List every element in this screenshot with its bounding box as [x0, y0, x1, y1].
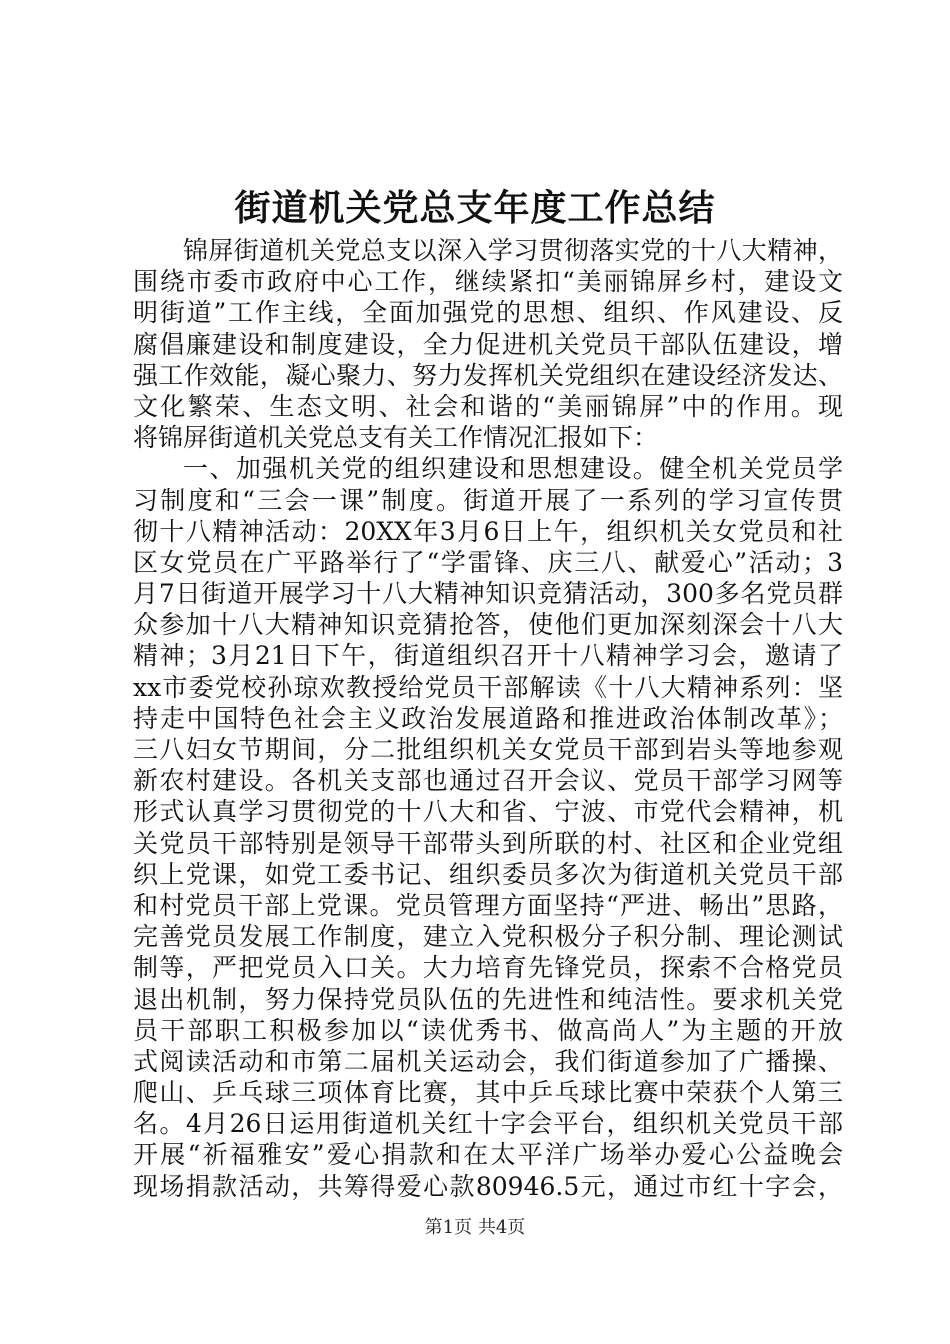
text-line: 新农村建设。各机关支部也通过召开会议、党员干部学习网等	[133, 766, 843, 796]
text-line: 习制度和“三会一课”制度。街道开展了一系列的学习宣传贯	[133, 485, 843, 515]
text-line: 名。4月26日运用街道机关红十字会平台，组织机关党员干部	[133, 1109, 843, 1139]
text-line: 形式认真学习贯彻党的十八大和省、宁波、市党代会精神，机	[133, 797, 843, 827]
text-line: 爬山、乒乓球三项体育比赛，其中乒乓球比赛中荣获个人第三	[133, 1078, 843, 1108]
text-line: 完善党员发展工作制度，建立入党积极分子积分制、理论测试	[133, 922, 843, 952]
text-line: 式阅读活动和市第二届机关运动会，我们街道参加了广播操、	[133, 1046, 843, 1076]
text-line: 围绕市委市政府中心工作，继续紧扣“美丽锦屏乡村，建设文	[133, 267, 843, 297]
text-line: 区女党员在广平路举行了“学雷锋、庆三八、献爱心”活动；3	[133, 547, 843, 577]
text-line: 制等，严把党员入口关。大力培育先锋党员，探索不合格党员	[133, 953, 843, 983]
text-line: 众参加十八大精神知识竞猜抢答，使他们更加深刻深会十八大	[133, 610, 843, 640]
text-line: 腐倡廉建设和制度建设，全力促进机关党员干部队伍建设，增	[133, 329, 843, 359]
text-line: 将锦屏街道机关党总支有关工作情况汇报如下：	[133, 423, 659, 453]
document-body	[133, 235, 843, 1202]
text-line: 月7日街道开展学习十八大精神知识竞猜活动，300多名党员群	[133, 579, 843, 609]
text-line: 现场捐款活动，共筹得爱心款80946.5元，通过市红十字会，	[133, 1171, 843, 1201]
text-line: 退出机制，努力保持党员队伍的先进性和纯洁性。要求机关党	[133, 984, 843, 1014]
document-title: 街道机关党总支年度工作总结	[234, 187, 716, 229]
text-line: 强工作效能，凝心聚力、努力发挥机关党组织在建设经济发达、	[133, 360, 843, 390]
text-line: 织上党课，如党工委书记、组织委员多次为街道机关党员干部	[133, 859, 843, 889]
paragraph-section-one	[133, 453, 843, 1202]
text-line: 员干部职工积极参加以“读优秀书、做高尚人”为主题的开放	[133, 1015, 843, 1045]
text-line: 一、加强机关党的组织建设和思想建设。健全机关党员学	[183, 454, 843, 484]
text-line: xx市委党校孙琼欢教授给党员干部解读《十八大精神系列：坚	[133, 672, 843, 702]
text-line: 持走中国特色社会主义政治发展道路和推进政治体制改革》；	[133, 703, 843, 733]
text-line: 明街道”工作主线，全面加强党的思想、组织、作风建设、反	[133, 298, 843, 328]
text-line: 关党员干部特别是领导干部带头到所联的村、社区和企业党组	[133, 828, 843, 858]
text-line: 三八妇女节期间，分二批组织机关女党员干部到岩头等地参观	[133, 735, 843, 764]
text-line: 锦屏街道机关党总支以深入学习贯彻落实党的十八大精神，	[183, 236, 843, 265]
text-line: 和村党员干部上党课。党员管理方面坚持“严进、畅出”思路，	[133, 890, 843, 920]
paragraph-intro	[133, 235, 843, 453]
text-line: 精神；3月21日下午，街道组织召开十八精神学习会，邀请了	[133, 641, 843, 671]
page-footer: 第1页 共4页	[424, 1217, 526, 1238]
text-line: 彻十八精神活动：20XX年3月6日上午，组织机关女党员和社	[133, 516, 843, 546]
text-line: 开展“祈福雅安”爱心捐款和在太平洋广场举办爱心公益晚会	[133, 1140, 843, 1170]
text-line: 文化繁荣、生态文明、社会和谐的“美丽锦屏”中的作用。现	[133, 391, 843, 421]
